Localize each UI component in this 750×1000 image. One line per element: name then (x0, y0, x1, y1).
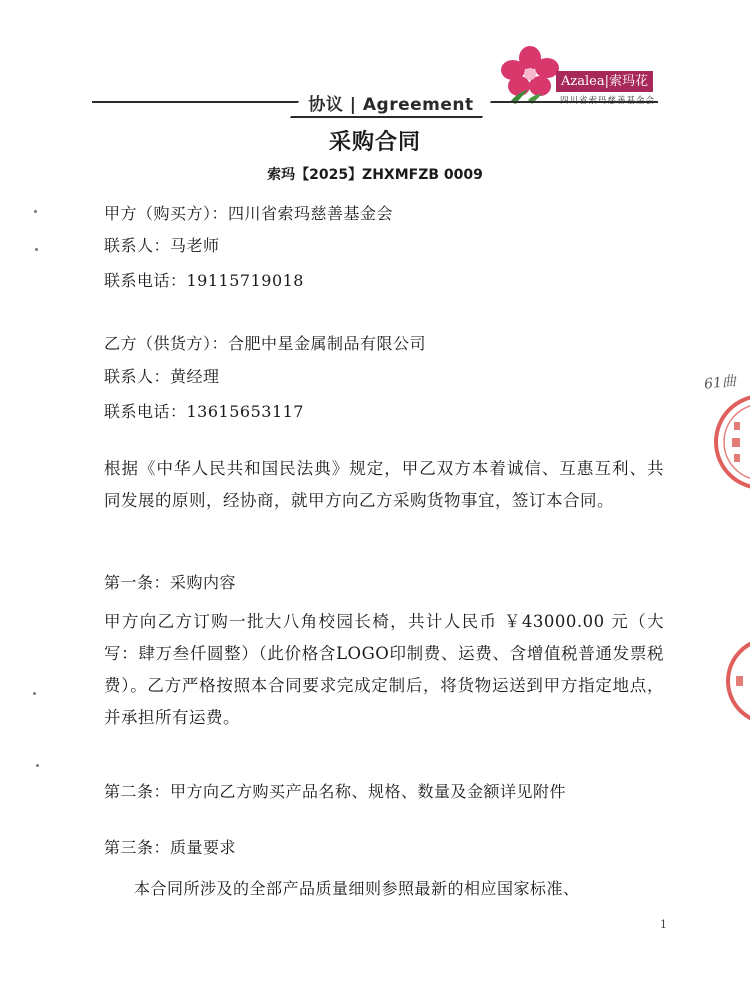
partial-seal-stamp (712, 392, 750, 492)
logo-subtitle (560, 94, 655, 106)
party-b-contact: 联系人：黄经理 (104, 367, 220, 386)
scan-speck (34, 210, 37, 213)
partial-seal-stamp-lower (722, 638, 750, 724)
party-a-phone: 联系电话：19115719018 (104, 271, 304, 290)
article-1-paragraph (104, 606, 664, 734)
article-2-title: 第二条：甲方向乙方购买产品名称、规格、数量及金额详见附件 (104, 782, 567, 801)
header-tab-label: 协议 | Agreement (308, 95, 474, 115)
article-3-text: 本合同所涉及的全部产品质量细则参照最新的相应国家标准、 (134, 879, 580, 898)
article-1-title: 第一条：采购内容 (104, 573, 237, 592)
party-b-phone: 联系电话：13615653117 (104, 402, 304, 421)
party-a-name: 甲方（购买方）：四川省索玛慈善基金会 (104, 204, 394, 223)
scan-speck (35, 248, 38, 251)
azalea-flower-icon (498, 44, 562, 106)
article-3-title: 第三条：质量要求 (104, 838, 237, 857)
article-1-text: 甲方向乙方订购一批大八角校园长椅，共计人民币 ￥43000.00 元（大写：肆万叁仟圆整）（此价格含LOGO印制费、运费、含增值税普通发票税费）。乙方严格按照本合同要求完成定制后，将货物运送到甲方指定地点，并承担所有运费。 (104, 612, 664, 727)
document-title: 采购合同 (328, 130, 421, 155)
scan-speck (33, 692, 36, 695)
logo-name-band: Azalea|索玛花 (556, 71, 653, 92)
page-number: 1 (660, 918, 667, 931)
foundation-logo (498, 44, 680, 106)
margin-handwriting: 61曲 (703, 373, 737, 393)
document-number (0, 164, 750, 184)
intro-paragraph (104, 453, 664, 517)
scan-speck (36, 764, 39, 767)
document-number-text: 索玛【2025】ZHXMFZB 0009 (267, 167, 483, 183)
intro-text: 根据《中华人民共和国民法典》规定，甲乙双方本着诚信、互惠互利、共同发展的原则，经协商，就甲方向乙方采购货物事宜，签订本合同。 (104, 459, 664, 510)
party-b-name: 乙方（供货方）：合肥中星金属制品有限公司 (104, 334, 427, 353)
party-a-contact: 联系人：马老师 (104, 236, 220, 255)
